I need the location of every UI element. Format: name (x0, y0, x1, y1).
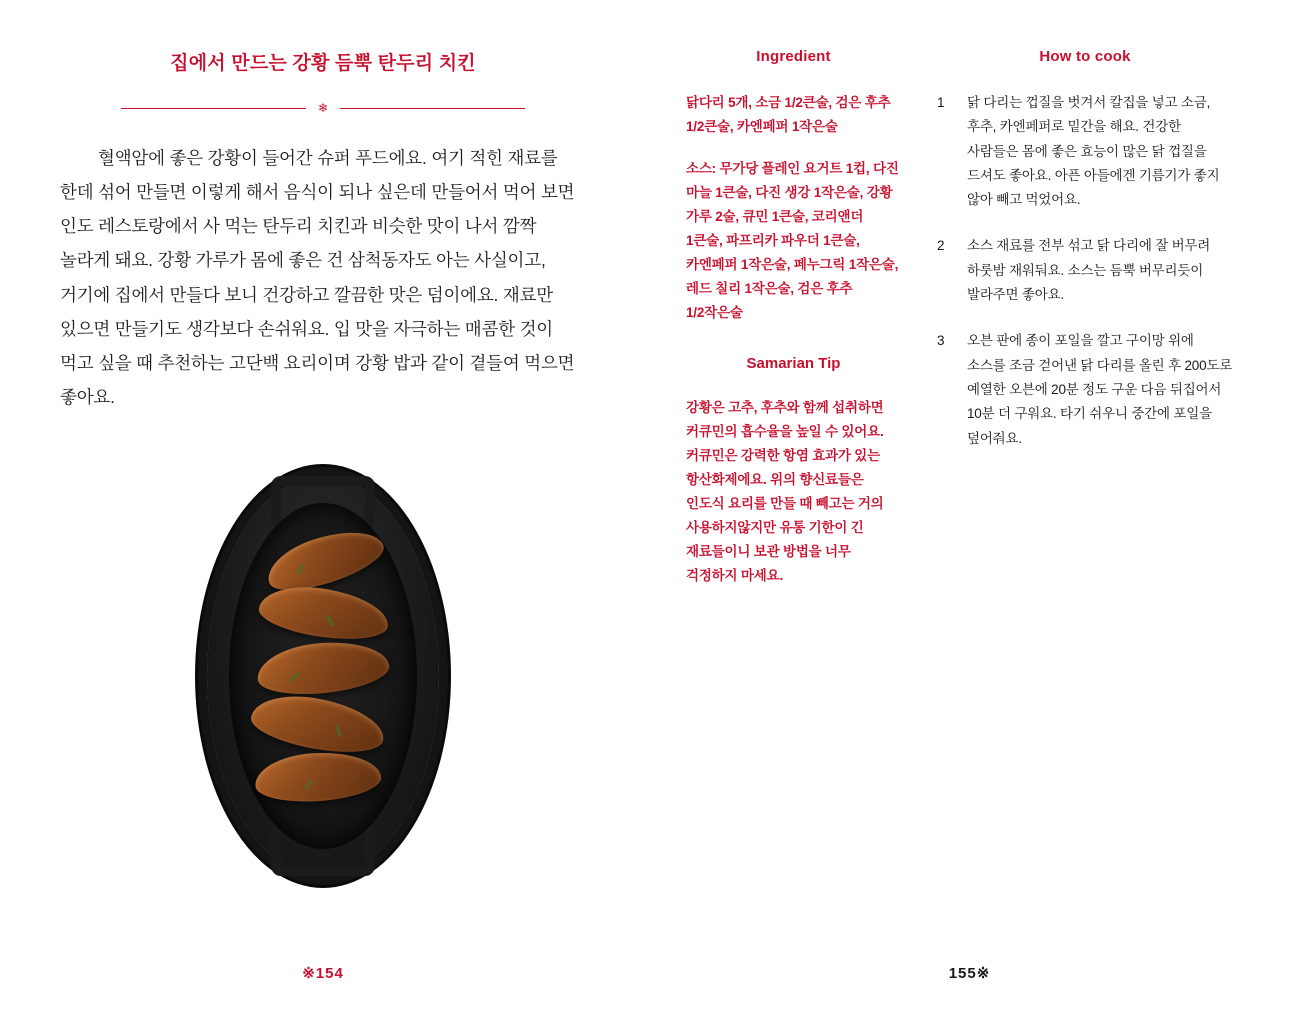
left-page (0, 0, 646, 1024)
recipe-photo (173, 448, 473, 938)
ingredient-block: 닭다리 5개, 소금 1/2큰술, 검은 후추 1/2큰술, 카엔페퍼 1작은술 (686, 95, 891, 135)
howto-column (937, 40, 1233, 1024)
chicken-drumstick (248, 688, 389, 761)
howto-step (937, 234, 1233, 307)
ingredient-column (686, 40, 901, 1024)
step-text: 오븐 판에 종이 포일을 깔고 구이망 위에 소스를 조금 걷어낸 닭 다리를 올린 후 200도로 예열한 오븐에 20분 정도 구운 다음 뒤집어서 10분 더 구워요. 타기 쉬우니 중간에 포일을 덮어줘요. (967, 333, 1233, 446)
flower-ornament-icon: ❄ (317, 101, 329, 115)
howto-step (937, 91, 1233, 212)
chicken-drumstick (256, 580, 391, 646)
ingredient-block: 소스: 무가당 플레인 요거트 1컵, 다진 마늘 1큰술, 다진 생강 1작은술, 강황 가루 2술, 큐민 1큰술, 코리앤더 1큰술, 파프리카 파우더 1큰술, 카엔페퍼 1작은술, 페누그릭 1작은술, 레드 칠리 1작은술, 검은 후추 1/2작은술 (686, 161, 899, 321)
pot-interior (229, 503, 417, 849)
howto-step (937, 329, 1233, 450)
ingredient-heading: Ingredient (756, 48, 831, 65)
howto-heading: How to cook (1039, 48, 1131, 65)
right-page (646, 0, 1293, 1024)
chicken-drumstick (253, 749, 382, 806)
divider-rule-left (121, 108, 306, 109)
step-number: 2 (937, 238, 945, 254)
divider-rule-right (340, 108, 525, 109)
chicken-drumstick (255, 636, 392, 700)
recipe-intro-text: 혈액암에 좋은 강황이 들어간 슈퍼 푸드에요. 여기 적힌 재료를 한데 섞어 만들면 이렇게 해서 음식이 되나 싶은데 만들어서 먹어 보면 인도 레스토랑에서 사 먹는 탄두리 치킨과 비슷한 맛이 나서 깜짝 놀라게 돼요. 강황 가루가 몸에 좋은 건 삼척동자도 아는 사실이고, 거기에 집에서 만들다 보니 건강하고 깔끔한 맛은 덤이에요. 재료만 있으면 만들기도 생각보다 손쉬워요. 입 맛을 자극하는 매콤한 것이 먹고 싶을 때 추천하는 고단백 요리이며 강황 밥과 같이 곁들여 먹으면 좋아요. (60, 148, 575, 407)
step-number: 1 (937, 95, 945, 110)
step-number: 3 (937, 333, 945, 349)
cast-iron-pot-icon (207, 476, 439, 876)
tip-body: 강황은 고추, 후추와 함께 섭취하면 커큐민의 흡수율을 높일 수 있어요. 커큐민은 강력한 항염 효과가 있는 항산화제에요. 위의 향신료들은 인도식 요리를 만들 때 빼고는 거의 사용하지않지만 유통 기한이 긴 재료들이니 보관 방법을 너무 걱정하지 마세요. (686, 400, 884, 584)
ornamental-divider (60, 101, 586, 115)
step-text: 닭 다리는 껍질을 벗겨서 칼집을 넣고 소금, 후추, 카엔페퍼로 밑간을 해요. 건강한 사람들은 몸에 좋은 효능이 많은 닭 껍질을 드셔도 좋아요. 아픈 아들에겐 기름기가 좋지 않아 빼고 먹었어요. (967, 95, 1220, 208)
page-title: 집에서 만드는 강황 듬뿍 탄두리 치킨 (170, 53, 476, 74)
tip-heading: Samarian Tip (746, 355, 841, 373)
step-text: 소스 재료를 전부 섞고 닭 다리에 잘 버무려 하룻밤 재워둬요. 소스는 듬뿍 버무리듯이 발라주면 좋아요. (967, 238, 1211, 303)
page-number-left: ※154 (302, 965, 344, 982)
page-number-right: 155※ (948, 965, 991, 982)
